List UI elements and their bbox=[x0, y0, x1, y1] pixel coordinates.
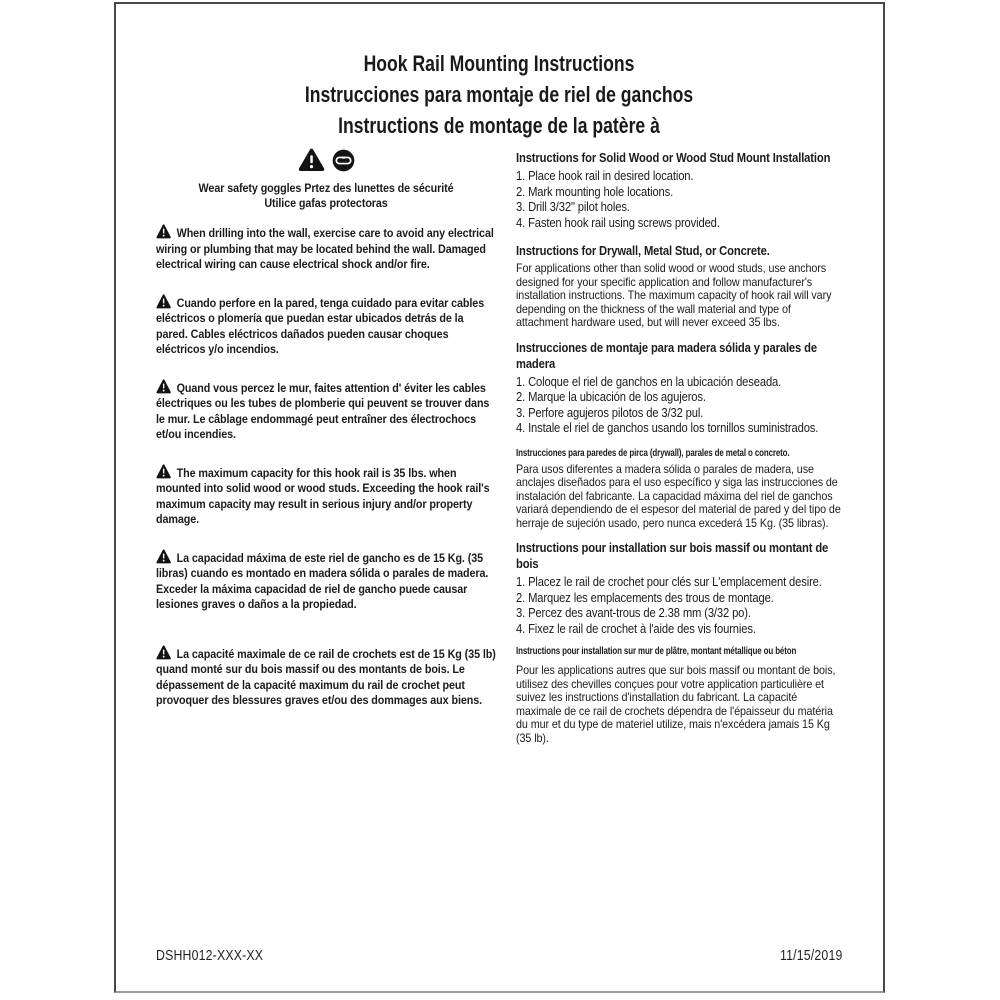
warning-paragraph-en-capacity bbox=[156, 464, 496, 528]
instruction-step: 3. Drill 3/32" pilot holes. bbox=[516, 200, 630, 214]
section-heading-drywall-fr: Instructions pour installation sur mur de plâtre, montant métallique ou béton bbox=[516, 646, 797, 657]
warnings-column bbox=[156, 146, 496, 745]
instruction-step: 4. Fixez le rail de crochet à l'aide des vis fournies. bbox=[516, 621, 756, 636]
warning-triangle-icon bbox=[156, 379, 171, 397]
safety-notice-line-2: Utilice gafas protectoras bbox=[264, 196, 388, 210]
section-heading-solid-wood-en: Instructions for Solid Wood or Wood Stud Mount Installation bbox=[516, 151, 831, 165]
warning-triangle-icon bbox=[156, 224, 171, 242]
document-title bbox=[156, 48, 842, 141]
warning-triangle-icon bbox=[156, 645, 171, 663]
steps-solid-wood-fr bbox=[516, 575, 842, 637]
safety-icons-row bbox=[156, 150, 496, 175]
warning-paragraph-fr-drilling bbox=[156, 379, 496, 443]
warning-text: La capacidad máxima de este riel de gancho es de 15 Kg. (35 libras) cuando es montado en madera sólida o parales de madera. Exceder la máxima capacidad de riel de gancho puede causar lesiones graves o daños a la propiedad. bbox=[156, 550, 489, 611]
safety-goggles-icon bbox=[332, 149, 355, 177]
section-body-drywall-fr: Pour les applications autres que sur bois massif ou montant de bois, utilisez des chevilles conçues pour votre application particulière et suivez les instructions d'installation du fabricant. La capacité maximale de ce rail de crochets dépendra de l'épaisseur du matéria du mur et du type de materiel utilize, mais n'excédera jamais 15 Kg (35 lb). bbox=[516, 663, 836, 745]
page-frame bbox=[114, 2, 885, 993]
section-heading-drywall-es: Instrucciones para paredes de pirca (drywall), parales de metal o concreto. bbox=[516, 447, 790, 459]
warning-paragraph-es-capacity bbox=[156, 549, 496, 613]
warning-text: Cuando perfore en la pared, tenga cuidado para evitar cables eléctricos o plomería que puedan estar ubicados detrás de la pared. Cables eléctricos dañados pueden causar choques eléctricos y/o incendios. bbox=[156, 295, 485, 356]
warning-triangle-icon bbox=[156, 294, 171, 312]
instruction-step: 1. Placez le rail de crochet pour clés sur L'emplacement desire. bbox=[516, 575, 822, 589]
safety-notice bbox=[156, 181, 496, 211]
warnings-list bbox=[156, 224, 496, 709]
section-body-drywall-es: Para usos diferentes a madera sólida o parales de madera, use anclajes diseñados para el uso específico y siga las instrucciones de instalación del fabricante. La capacidad máxima del riel de ganchos variará dependiendo de el espesor del material de pared y del tipo de herraje de sujeción usado, pero nunca excederá 15 Kg. (35 libras). bbox=[516, 461, 841, 530]
warning-paragraph-en-drilling bbox=[156, 224, 496, 273]
warning-text: The maximum capacity for this hook rail is 35 lbs. when mounted into solid wood or wood studs. Exceeding the hook rail's maximum capacity may result in serious injury and/or property damage. bbox=[156, 465, 490, 526]
instruction-step: 2. Mark mounting hole locations. bbox=[516, 184, 674, 199]
warning-triangle-icon bbox=[156, 464, 171, 482]
instruction-step: 3. Percez des avant-trous de 2.38 mm (3/32 po). bbox=[516, 606, 751, 620]
warning-text: When drilling into the wall, exercise care to avoid any electrical wiring or plumbing that may be located behind the wall. Damaged electrical wiring can cause electrical shock and/or fire. bbox=[156, 226, 494, 271]
page-content bbox=[116, 4, 883, 991]
steps-solid-wood-en bbox=[516, 169, 842, 231]
instruction-step: 1. Coloque el riel de ganchos en la ubicación deseada. bbox=[516, 374, 782, 389]
section-heading-solid-wood-es: Instrucciones de montaje para madera sólida y parales de madera bbox=[516, 340, 817, 371]
instruction-step: 4. Instale el riel de ganchos usando los tornillos suministrados. bbox=[516, 421, 819, 435]
title-line-en: Hook Rail Mounting Instructions bbox=[363, 51, 635, 76]
warning-triangle-icon bbox=[298, 148, 325, 177]
section-heading-solid-wood-fr: Instructions pour installation sur bois massif ou montant de bois bbox=[516, 541, 829, 571]
footer-part-number: DSHH012-XXX-XX bbox=[156, 948, 264, 964]
safety-notice-line-1: Wear safety goggles Prtez des lunettes de sécurité bbox=[198, 181, 454, 195]
instruction-step: 2. Marque la ubicación de los agujeros. bbox=[516, 390, 706, 404]
instruction-step: 3. Perfore agujeros pilotos de 3/32 pul. bbox=[516, 405, 704, 420]
instruction-step: 1. Place hook rail in desired location. bbox=[516, 169, 694, 183]
title-line-es: Instrucciones para montaje de riel de ganchos bbox=[304, 82, 694, 107]
section-heading-drywall-en: Instructions for Drywall, Metal Stud, or Concrete. bbox=[516, 244, 770, 258]
warning-paragraph-es-drilling bbox=[156, 294, 496, 358]
title-line-fr: Instructions de montage de la patère à bbox=[338, 113, 660, 138]
instructions-column bbox=[516, 146, 842, 745]
section-body-drywall-en: For applications other than solid wood or wood studs, use anchors designed for your specific application and follow manufacturer's installation instructions. The maximum capacity of hook rail will vary depending on the thickness of the wall material and type of attachment hardware used, but will never exceed 35 lbs. bbox=[516, 261, 832, 329]
footer-date: 11/15/2019 bbox=[779, 948, 842, 964]
steps-solid-wood-es bbox=[516, 375, 842, 437]
warning-triangle-icon bbox=[156, 549, 171, 567]
two-column-layout bbox=[156, 146, 842, 745]
instruction-step: 4. Fasten hook rail using screws provided. bbox=[516, 215, 720, 230]
warning-paragraph-fr-capacity bbox=[156, 645, 496, 709]
warning-text: La capacité maximale de ce rail de crochets est de 15 Kg (35 lb) quand monté sur du bois massif ou des montants de bois. Le dépassement de la capacité maximum du rail de crochet peut provoquer des blessures graves et/ou des dommages aux biens. bbox=[156, 646, 496, 707]
instruction-step: 2. Marquez les emplacements des trous de montage. bbox=[516, 590, 774, 605]
page-footer bbox=[156, 948, 842, 964]
warning-text: Quand vous percez le mur, faites attention d' éviter les cables électriques ou les tubes de plomberie qui peuvent se trouver dans le mur. Le câblage endommagé peut entraîner des électrochocs et/ou incendies. bbox=[156, 380, 490, 441]
